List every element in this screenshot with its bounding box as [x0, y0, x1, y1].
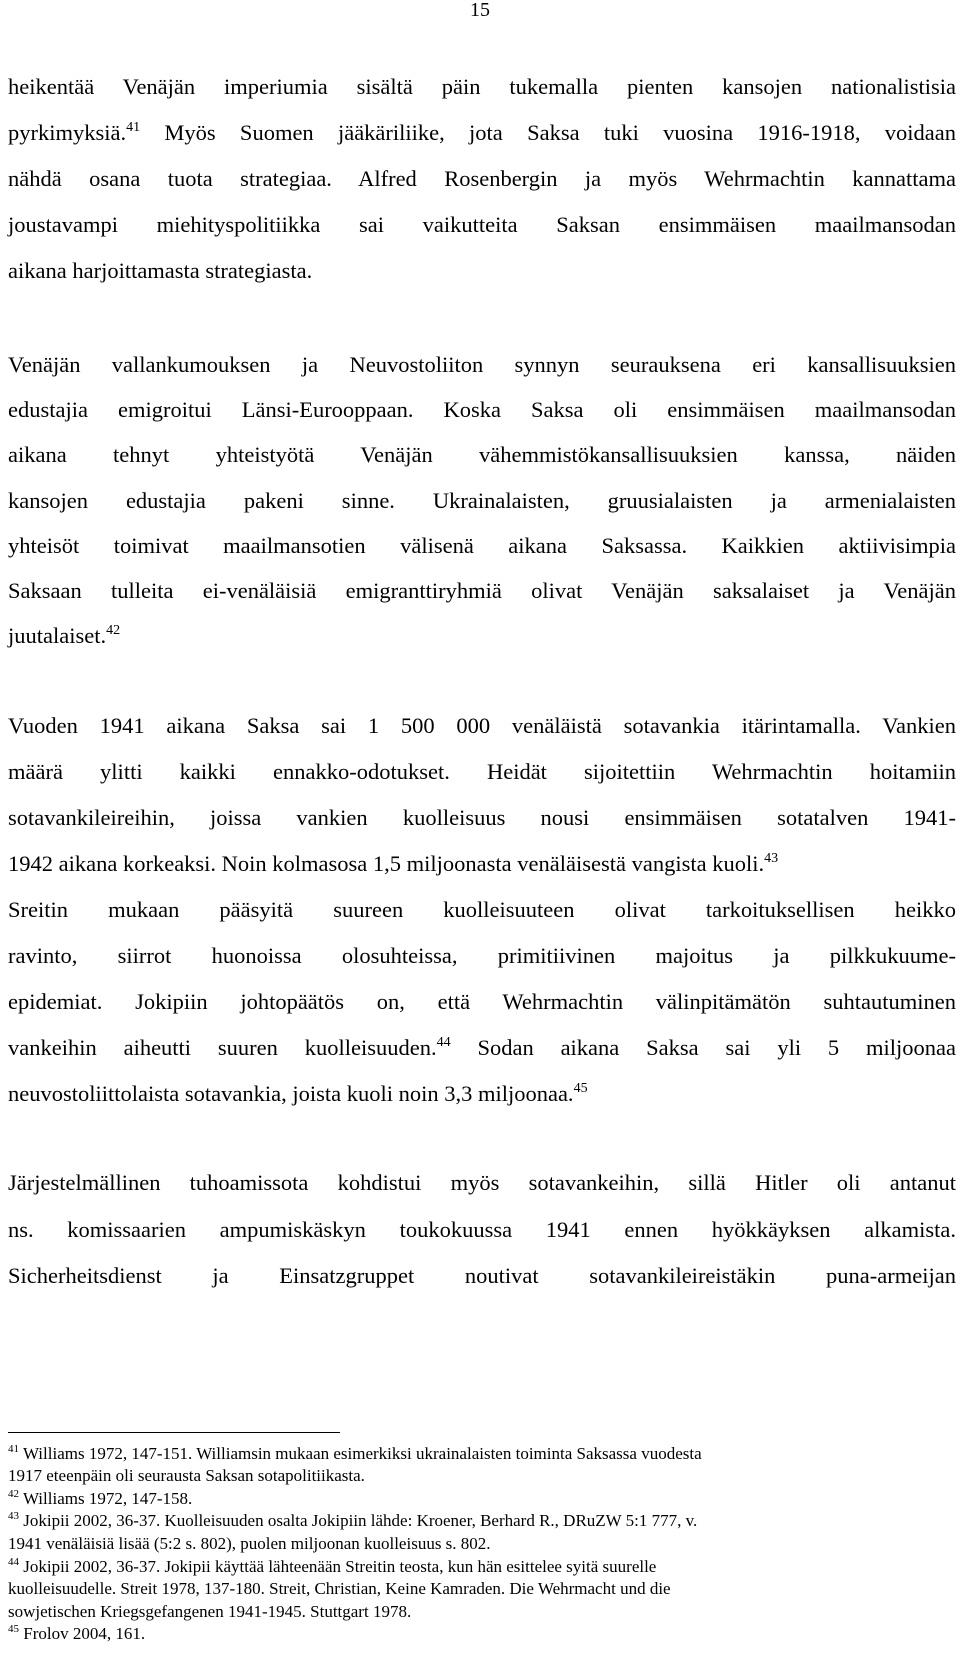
- body-line: ravinto, siirrot huonoissa olosuhteissa, primitiivinen majoitus ja pilkkukuume-: [8, 943, 956, 968]
- footnote-43-cont: 1941 venäläisiä lisää (5:2 s. 802), puolen miljoonan kuolleisuus s. 802.: [8, 1534, 491, 1553]
- footnote-ref[interactable]: 43: [764, 851, 779, 866]
- body-line: Vuoden 1941 aikana Saksa sai 1 500 000 venäläistä sotavankia itärintamalla. Vankien: [8, 713, 956, 738]
- footnote-ref[interactable]: 41: [126, 120, 141, 135]
- body-line: joustavampi miehityspolitiikka sai vaikutteita Saksan ensimmäisen maailmansodan: [8, 212, 956, 237]
- footnote-41-cont: 1917 eteenpäin oli seurausta Saksan sotapolitiikasta.: [8, 1466, 365, 1485]
- page-number: 15: [470, 0, 490, 21]
- body-line: yhteisöt toimivat maailmansotien välisenä aikana Saksassa. Kaikkien aktiivisimpia: [8, 533, 956, 558]
- body-line: pyrkimyksiä.$^{41}$ Myös Suomen jääkäriliike, jota Saksa tuki vuosina 1916-1918, voidaan: [8, 120, 956, 145]
- body-line: Venäjän vallankumouksen ja Neuvostoliiton synnyn seurauksena eri kansallisuuksien: [8, 352, 956, 377]
- body-line: edustajia emigroitui Länsi-Eurooppaan. Koska Saksa oli ensimmäisen maailmansodan: [8, 397, 956, 422]
- footnote-44-cont: kuolleisuudelle. Streit 1978, 137-180. Streit, Christian, Keine Kamraden. Die Wehrmacht und die: [8, 1579, 671, 1598]
- body-line: neuvostoliittolaista sotavankia, joista kuoli noin 3,3 miljoonaa.$^{45}$: [8, 1081, 588, 1106]
- body-line: vankeihin aiheutti suuren kuolleisuuden.$^{44}$ Sodan aikana Saksa sai yli 5 miljoonaa: [8, 1035, 956, 1060]
- footnote-45: $^{45}$ Frolov 2004, 161.: [8, 1623, 146, 1643]
- body-line: määrä ylitti kaikki ennakko-odotukset. Heidät sijoitettiin Wehrmachtin hoitamiin: [8, 759, 956, 784]
- footnote-41: $^{41}$ Williams 1972, 147-151. Williamsin mukaan esimerkiksi ukrainalaisten toiminta Saksassa vuodesta: [8, 1443, 702, 1463]
- body-line: heikentää Venäjän imperiumia sisältä päin tukemalla pienten kansojen nationalistisia: [8, 74, 956, 99]
- body-line: juutalaiset.$^{42}$: [8, 623, 121, 648]
- footnote-42: $^{42}$ Williams 1972, 147-158.: [8, 1488, 193, 1508]
- footnote-ref[interactable]: 42: [106, 623, 121, 638]
- body-line: nähdä osana tuota strategiaa. Alfred Rosenbergin ja myös Wehrmachtin kannattama: [8, 166, 956, 191]
- body-line: 1942 aikana korkeaksi. Noin kolmasosa 1,5 miljoonasta venäläisestä vangista kuoli.$^{43}$: [8, 851, 779, 876]
- body-line: Sicherheitsdienst ja Einsatzgruppet noutivat sotavankileireistäkin puna-armeijan: [8, 1263, 956, 1288]
- footnote-ref[interactable]: 44: [436, 1035, 451, 1050]
- footnote-divider: [8, 1432, 340, 1433]
- body-line: kansojen edustajia pakeni sinne. Ukrainalaisten, gruusialaisten ja armenialaisten: [8, 488, 956, 513]
- footnote-44: $^{44}$ Jokipii 2002, 36-37. Jokipii käyttää lähteenään Streitin teosta, kun hän esittelee syitä suurelle: [8, 1556, 657, 1576]
- body-line: Saksaan tulleita ei-venäläisiä emigranttiryhmiä olivat Venäjän saksalaiset ja Venäjän: [8, 578, 956, 603]
- body-line: Sreitin mukaan pääsyitä suureen kuolleisuuteen olivat tarkoituksellisen heikko: [8, 897, 956, 922]
- footnote-43: $^{43}$ Jokipii 2002, 36-37. Kuolleisuuden osalta Jokipiin lähde: Kroener, Berhard R., DRuZW 5:1 777, v.: [8, 1510, 698, 1530]
- footnote-ref[interactable]: 45: [573, 1081, 588, 1096]
- body-line: Järjestelmällinen tuhoamissota kohdistui myös sotavankeihin, sillä Hitler oli antanut: [8, 1170, 956, 1195]
- body-line: epidemiat. Jokipiin johtopäätös on, että Wehrmachtin välinpitämätön suhtautuminen: [8, 989, 956, 1014]
- body-line: aikana harjoittamasta strategiasta.: [8, 258, 313, 283]
- body-line: ns. komissaarien ampumiskäskyn toukokuussa 1941 ennen hyökkäyksen alkamista.: [8, 1217, 956, 1242]
- body-line: sotavankileireihin, joissa vankien kuolleisuus nousi ensimmäisen sotatalven 1941-: [8, 805, 956, 830]
- body-line: aikana tehnyt yhteistyötä Venäjän vähemmistökansallisuuksien kanssa, näiden: [8, 442, 956, 467]
- footnote-44-cont: sowjetischen Kriegsgefangenen 1941-1945. Stuttgart 1978.: [8, 1602, 412, 1621]
